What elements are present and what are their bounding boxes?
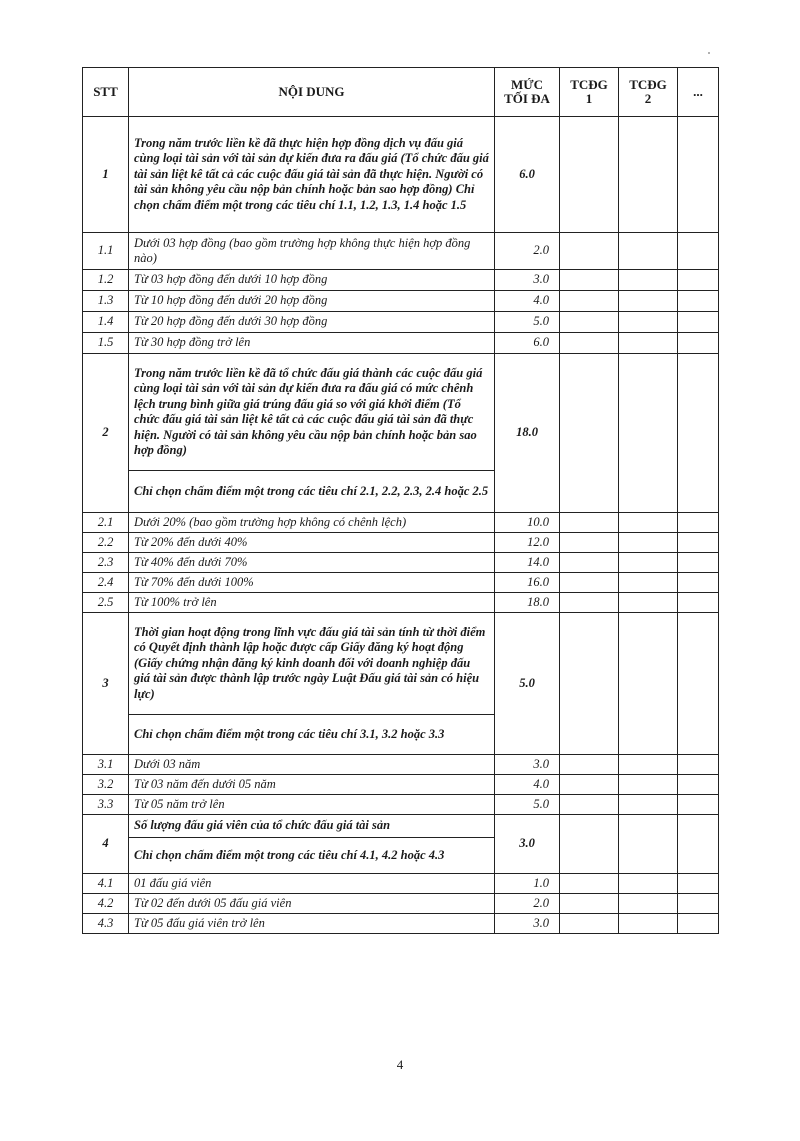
score-cell-tcdg2[interactable]	[619, 573, 678, 593]
row-stt: 1.4	[83, 312, 129, 333]
row-max-score: 2.0	[495, 233, 560, 270]
row-stt: 3.1	[83, 755, 129, 775]
row-stt: 3.3	[83, 795, 129, 815]
score-cell-tcdg1[interactable]	[560, 874, 619, 894]
page-number: 4	[396, 1057, 404, 1072]
row-content: Trong năm trước liền kề đã tổ chức đấu giá thành các cuộc đấu giá cùng loại tài sản với tài sản dự kiến đưa ra đấu giá có mức chênh lệch trung bình giữa giá trúng đấu giá so với giá khởi điểm (Tổ chức đấu giá tài sản liệt kê tất cả các cuộc đấu giá tài sản đã thực hiện. Người có tài sản không yêu cầu nộp bản chính hoặc bản sao hợp đồng)	[129, 354, 495, 471]
score-cell-tcdg1[interactable]	[560, 593, 619, 613]
table-row	[83, 513, 719, 533]
score-cell-tcdg1[interactable]	[560, 270, 619, 291]
row-content: Từ 02 đến dưới 05 đấu giá viên	[129, 894, 495, 914]
score-cell-more[interactable]	[678, 914, 719, 934]
table-row	[83, 117, 719, 233]
table-row	[83, 815, 719, 838]
score-cell-more[interactable]	[678, 513, 719, 533]
row-stt: 2.3	[83, 553, 129, 573]
table-row	[83, 593, 719, 613]
score-cell-tcdg1[interactable]	[560, 613, 619, 755]
score-cell-tcdg2[interactable]	[619, 312, 678, 333]
score-cell-more[interactable]	[678, 795, 719, 815]
score-cell-tcdg1[interactable]	[560, 755, 619, 775]
row-max-score: 18.0	[495, 593, 560, 613]
header-stt: STT	[83, 68, 129, 117]
table-row	[83, 755, 719, 775]
header-row	[83, 68, 719, 117]
row-content: Dưới 03 năm	[129, 755, 495, 775]
score-cell-tcdg2[interactable]	[619, 354, 678, 513]
table-row	[83, 613, 719, 715]
score-cell-more[interactable]	[678, 354, 719, 513]
table-row	[83, 775, 719, 795]
row-content: Từ 03 hợp đồng đến dưới 10 hợp đồng	[129, 270, 495, 291]
row-content: Từ 20% đến dưới 40%	[129, 533, 495, 553]
score-cell-tcdg2[interactable]	[619, 333, 678, 354]
row-stt: 2.4	[83, 573, 129, 593]
row-stt: 1.5	[83, 333, 129, 354]
score-cell-more[interactable]	[678, 894, 719, 914]
score-cell-more[interactable]	[678, 613, 719, 755]
score-cell-tcdg1[interactable]	[560, 513, 619, 533]
score-cell-tcdg2[interactable]	[619, 291, 678, 312]
score-cell-tcdg2[interactable]	[619, 533, 678, 553]
header-noi-dung: NỘI DUNG	[129, 68, 495, 117]
row-content: Số lượng đấu giá viên của tổ chức đấu giá tài sản	[129, 815, 495, 838]
score-cell-more[interactable]	[678, 874, 719, 894]
score-cell-more[interactable]	[678, 815, 719, 874]
table-row	[83, 795, 719, 815]
row-stt: 4.2	[83, 894, 129, 914]
table-row	[83, 553, 719, 573]
score-cell-more[interactable]	[678, 117, 719, 233]
score-cell-tcdg2[interactable]	[619, 613, 678, 755]
score-cell-tcdg2[interactable]	[619, 815, 678, 874]
score-cell-more[interactable]	[678, 755, 719, 775]
score-cell-tcdg1[interactable]	[560, 233, 619, 270]
row-max-score: 6.0	[495, 117, 560, 233]
score-cell-more[interactable]	[678, 533, 719, 553]
row-stt: 2.2	[83, 533, 129, 553]
table-row	[83, 914, 719, 934]
score-cell-tcdg2[interactable]	[619, 117, 678, 233]
row-content: Từ 05 đấu giá viên trở lên	[129, 914, 495, 934]
row-stt: 1.1	[83, 233, 129, 270]
row-stt: 3.2	[83, 775, 129, 795]
score-cell-tcdg1[interactable]	[560, 815, 619, 874]
score-cell-tcdg1[interactable]	[560, 533, 619, 553]
row-content: Dưới 03 hợp đồng (bao gồm trường hợp không thực hiện hợp đồng nào)	[129, 233, 495, 270]
row-content-instruction: Chỉ chọn chấm điểm một trong các tiêu chí 2.1, 2.2, 2.3, 2.4 hoặc 2.5	[129, 471, 495, 513]
header-more: ...	[678, 68, 719, 117]
row-max-score: 4.0	[495, 775, 560, 795]
row-max-score: 16.0	[495, 573, 560, 593]
header-muc-toi-da: MỨC TỐI ĐA	[495, 68, 560, 117]
row-stt: 2.1	[83, 513, 129, 533]
row-content: Từ 40% đến dưới 70%	[129, 553, 495, 573]
row-stt: 4.3	[83, 914, 129, 934]
row-max-score: 5.0	[495, 312, 560, 333]
score-cell-tcdg1[interactable]	[560, 117, 619, 233]
row-content: Từ 100% trở lên	[129, 593, 495, 613]
score-cell-tcdg2[interactable]	[619, 270, 678, 291]
row-content-instruction: Chỉ chọn chấm điểm một trong các tiêu chí 4.1, 4.2 hoặc 4.3	[129, 838, 495, 874]
criteria-table	[82, 67, 719, 934]
row-stt: 4	[83, 815, 129, 874]
row-stt: 1	[83, 117, 129, 233]
row-max-score: 14.0	[495, 553, 560, 573]
table-row	[83, 333, 719, 354]
row-max-score: 12.0	[495, 533, 560, 553]
score-cell-more[interactable]	[678, 573, 719, 593]
score-cell-more[interactable]	[678, 593, 719, 613]
row-content: Trong năm trước liền kề đã thực hiện hợp đồng dịch vụ đấu giá cùng loại tài sản với tài sản dự kiến đưa ra đấu giá (Tổ chức đấu giá tài sản liệt kê tất cả các cuộc đấu giá tài sản đã thực hiện. Người có tài sản không yêu cầu nộp bản chính hoặc bản sao hợp đồng) Chỉ chọn chấm điểm một trong các tiêu chí 1.1, 1.2, 1.3, 1.4 hoặc 1.5	[129, 117, 495, 233]
score-cell-more[interactable]	[678, 553, 719, 573]
score-cell-more[interactable]	[678, 333, 719, 354]
score-cell-tcdg2[interactable]	[619, 593, 678, 613]
row-max-score: 3.0	[495, 755, 560, 775]
row-max-score: 10.0	[495, 513, 560, 533]
row-max-score: 5.0	[495, 795, 560, 815]
score-cell-tcdg1[interactable]	[560, 775, 619, 795]
header-tcdg-2: TCĐG 2	[619, 68, 678, 117]
table-row	[83, 233, 719, 270]
row-max-score: 3.0	[495, 270, 560, 291]
row-max-score: 2.0	[495, 894, 560, 914]
score-cell-tcdg1[interactable]	[560, 914, 619, 934]
score-cell-tcdg1[interactable]	[560, 333, 619, 354]
header-tcdg-1: TCĐG 1	[560, 68, 619, 117]
score-cell-more[interactable]	[678, 312, 719, 333]
row-max-score: 18.0	[495, 354, 560, 513]
row-content: Từ 05 năm trở lên	[129, 795, 495, 815]
table-row	[83, 312, 719, 333]
row-stt: 1.2	[83, 270, 129, 291]
table-row	[83, 533, 719, 553]
row-stt: 1.3	[83, 291, 129, 312]
score-cell-tcdg2[interactable]	[619, 775, 678, 795]
score-cell-more[interactable]	[678, 233, 719, 270]
table-row	[83, 874, 719, 894]
row-content: 01 đấu giá viên	[129, 874, 495, 894]
row-max-score: 3.0	[495, 914, 560, 934]
row-max-score: 6.0	[495, 333, 560, 354]
score-cell-tcdg2[interactable]	[619, 513, 678, 533]
table-row	[83, 270, 719, 291]
row-content: Thời gian hoạt động trong lĩnh vực đấu giá tài sản tính từ thời điểm có Quyết định thành lập hoặc được cấp Giấy đăng ký hoạt động (Giấy chứng nhận đăng ký kinh doanh đối với doanh nghiệp đấu giá tài sản được thành lập trước ngày Luật Đấu giá tài sản có hiệu lực)	[129, 613, 495, 715]
score-cell-tcdg2[interactable]	[619, 553, 678, 573]
score-cell-tcdg2[interactable]	[619, 233, 678, 270]
score-cell-tcdg1[interactable]	[560, 795, 619, 815]
score-cell-tcdg1[interactable]	[560, 894, 619, 914]
score-cell-tcdg2[interactable]	[619, 914, 678, 934]
score-cell-tcdg2[interactable]	[619, 874, 678, 894]
score-cell-more[interactable]	[678, 775, 719, 795]
table-row	[83, 291, 719, 312]
score-cell-tcdg1[interactable]	[560, 553, 619, 573]
criteria-table-container	[82, 67, 718, 934]
scan-speck	[708, 52, 710, 54]
row-content-instruction: Chỉ chọn chấm điểm một trong các tiêu chí 3.1, 3.2 hoặc 3.3	[129, 715, 495, 755]
score-cell-tcdg1[interactable]	[560, 291, 619, 312]
row-content: Từ 70% đến dưới 100%	[129, 573, 495, 593]
row-stt: 4.1	[83, 874, 129, 894]
score-cell-more[interactable]	[678, 291, 719, 312]
row-content: Từ 10 hợp đồng đến dưới 20 hợp đồng	[129, 291, 495, 312]
row-max-score: 5.0	[495, 613, 560, 755]
row-content: Từ 03 năm đến dưới 05 năm	[129, 775, 495, 795]
row-content: Từ 30 hợp đồng trở lên	[129, 333, 495, 354]
row-content: Từ 20 hợp đồng đến dưới 30 hợp đồng	[129, 312, 495, 333]
table-row	[83, 354, 719, 471]
score-cell-more[interactable]	[678, 270, 719, 291]
score-cell-tcdg1[interactable]	[560, 354, 619, 513]
score-cell-tcdg2[interactable]	[619, 755, 678, 775]
row-max-score: 4.0	[495, 291, 560, 312]
score-cell-tcdg2[interactable]	[619, 795, 678, 815]
row-max-score: 1.0	[495, 874, 560, 894]
row-stt: 2.5	[83, 593, 129, 613]
table-row	[83, 573, 719, 593]
score-cell-tcdg1[interactable]	[560, 573, 619, 593]
score-cell-tcdg1[interactable]	[560, 312, 619, 333]
row-content: Dưới 20% (bao gồm trường hợp không có chênh lệch)	[129, 513, 495, 533]
row-stt: 2	[83, 354, 129, 513]
row-max-score: 3.0	[495, 815, 560, 874]
row-stt: 3	[83, 613, 129, 755]
score-cell-tcdg2[interactable]	[619, 894, 678, 914]
table-row	[83, 894, 719, 914]
